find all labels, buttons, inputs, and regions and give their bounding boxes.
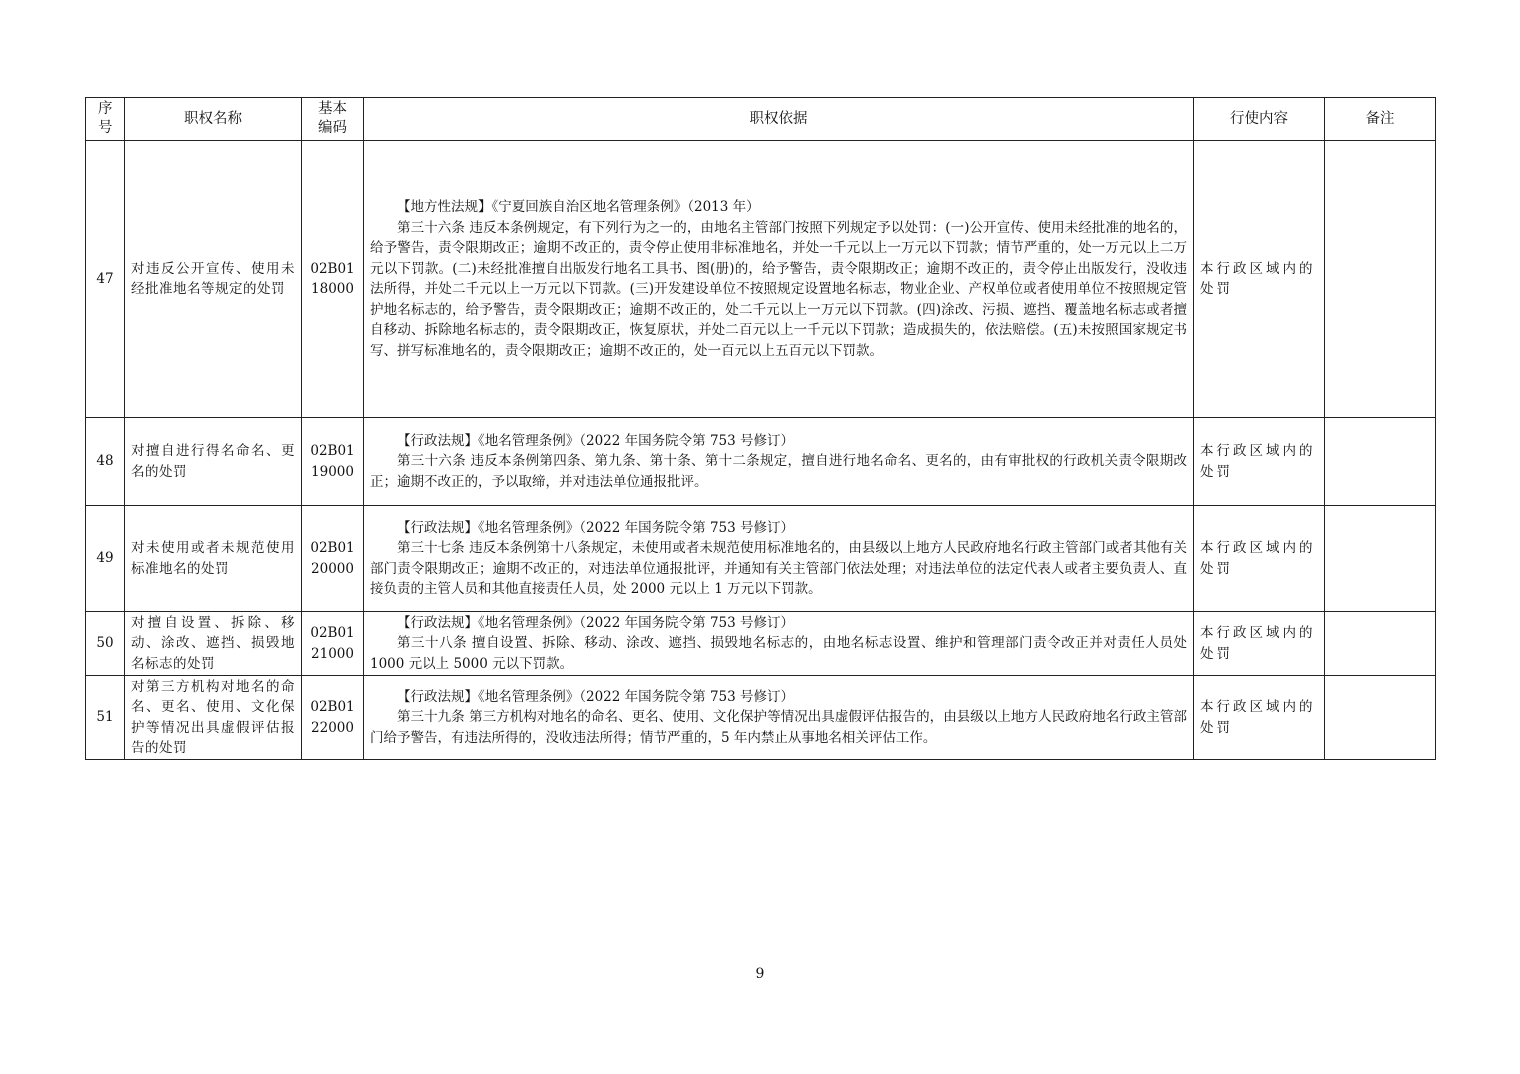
table-row — [86, 676, 1436, 760]
power-basis — [364, 418, 1194, 506]
basis-title: 【行政法规】《地名管理条例》（2022 年国务院令第 753 号修订） — [397, 519, 794, 536]
header-note: 备注 — [1325, 98, 1436, 141]
basic-code: 02B01 21000 — [302, 612, 364, 676]
basis-title: 【地方性法规】《宁夏回族自治区地名管理条例》（2013 年） — [397, 199, 760, 215]
basic-code: 02B01 22000 — [302, 676, 364, 760]
basic-code: 02B01 19000 — [302, 418, 364, 506]
row-number: 49 — [86, 506, 125, 612]
row-number: 51 — [86, 676, 125, 760]
basis-text: 第三十六条 违反本条例规定，有下列行为之一的，由地名主管部门按照下列规定予以处罚：(一)公开宣传、使用未经批准的地名的，给予警告，责令限期改正；逾期不改正的，责令停止使用非标准地名，并处一千元以上一万元以下罚款；情节严重的，处一万元以上二万元以下罚款。(二)未经批准擅自出版发行地名工具书、图(册)的，给予警告，责令限期改正；逾期不改正的，责令停止出版发行，没收违法所得，并处二千元以上一万元以下罚款。(三)开发建设单位不按照规定设置地名标志，物业企业、产权单位或者使用单位不按照规定管护地名标志的，给予警告，责令限期改正；逾期不改正的，处二千元以上一万元以下罚款。(四)涂改、污损、遮挡、覆盖地名标志或者擅自移动、拆除地名标志的，责令限期改正，恢复原状，并处二百元以上一千元以下罚款；造成损失的，依法赔偿。(五)未按照国家规定书写、拼写标准地名的，责令限期改正；逾期不改正的，处一百元以上五百元以下罚款。 — [370, 219, 1187, 359]
remarks — [1325, 612, 1436, 676]
basic-code: 02B01 20000 — [302, 506, 364, 612]
table-row — [86, 506, 1436, 612]
header-no: 序号 — [86, 98, 125, 141]
exercise-content: 本行政区域内的处罚 — [1194, 418, 1325, 506]
basis-title: 【行政法规】《地名管理条例》（2022 年国务院令第 753 号修订） — [397, 688, 794, 705]
power-basis — [364, 612, 1194, 676]
table-row — [86, 612, 1436, 676]
remarks — [1325, 506, 1436, 612]
row-number: 47 — [86, 141, 125, 418]
remarks — [1325, 418, 1436, 506]
basis-text: 第三十七条 违反本条例第十八条规定，未使用或者未规范使用标准地名的，由县级以上地方人民政府地名行政主管部门或者其他有关部门责令限期改正；逾期不改正的，对违法单位通报批评，并通知有关主管部门依法处理；对违法单位的法定代表人或者主要负责人、直接负责的主管人员和其他直接责任人员，处 2000 元以上 1 万元以下罚款。 — [370, 540, 1187, 597]
table-header-row — [86, 98, 1436, 141]
header-basis: 职权依据 — [364, 98, 1194, 141]
power-basis — [364, 676, 1194, 760]
page-number: 9 — [755, 966, 765, 982]
exercise-content: 本行政区域内的处罚 — [1194, 506, 1325, 612]
table-row — [86, 418, 1436, 506]
exercise-content: 本行政区域内的处罚 — [1194, 676, 1325, 760]
basis-text: 第三十九条 第三方机构对地名的命名、更名、使用、文化保护等情况出具虚假评估报告的，由县级以上地方人民政府地名行政主管部门给予警告，有违法所得的，没收违法所得；情节严重的，5 年内禁止从事地名相关评估工作。 — [370, 709, 1187, 746]
power-basis — [364, 141, 1194, 418]
power-name: 对违反公开宣传、使用未经批准地名等规定的处罚 — [125, 141, 302, 418]
basis-text: 第三十八条 擅自设置、拆除、移动、涂改、遮挡、损毁地名标志的，由地名标志设置、维护和管理部门责令改正并对责任人员处 1000 元以上 5000 元以下罚款。 — [370, 635, 1187, 672]
header-code: 基本编码 — [302, 98, 364, 141]
power-name: 对第三方机构对地名的命名、更名、使用、文化保护等情况出具虚假评估报告的处罚 — [125, 676, 302, 760]
powers-table — [85, 97, 1436, 760]
basis-title: 【行政法规】《地名管理条例》（2022 年国务院令第 753 号修订） — [397, 614, 794, 631]
exercise-content: 本行政区域内的处罚 — [1194, 141, 1325, 418]
row-number: 50 — [86, 612, 125, 676]
basis-text: 第三十六条 违反本条例第四条、第九条、第十条、第十二条规定，擅自进行地名命名、更名的，由有审批权的行政机关责令限期改正；逾期不改正的，予以取缔，并对违法单位通报批评。 — [370, 453, 1187, 490]
power-name: 对擅自设置、拆除、移动、涂改、遮挡、损毁地名标志的处罚 — [125, 612, 302, 676]
exercise-content: 本行政区域内的处罚 — [1194, 612, 1325, 676]
remarks — [1325, 141, 1436, 418]
row-number: 48 — [86, 418, 125, 506]
remarks — [1325, 676, 1436, 760]
table-row — [86, 141, 1436, 418]
header-name: 职权名称 — [125, 98, 302, 141]
basis-title: 【行政法规】《地名管理条例》（2022 年国务院令第 753 号修订） — [397, 432, 794, 449]
power-name: 对擅自进行得名命名、更名的处罚 — [125, 418, 302, 506]
basic-code: 02B01 18000 — [302, 141, 364, 418]
power-basis — [364, 506, 1194, 612]
power-name: 对未使用或者未规范使用标准地名的处罚 — [125, 506, 302, 612]
header-exec: 行使内容 — [1194, 98, 1325, 141]
